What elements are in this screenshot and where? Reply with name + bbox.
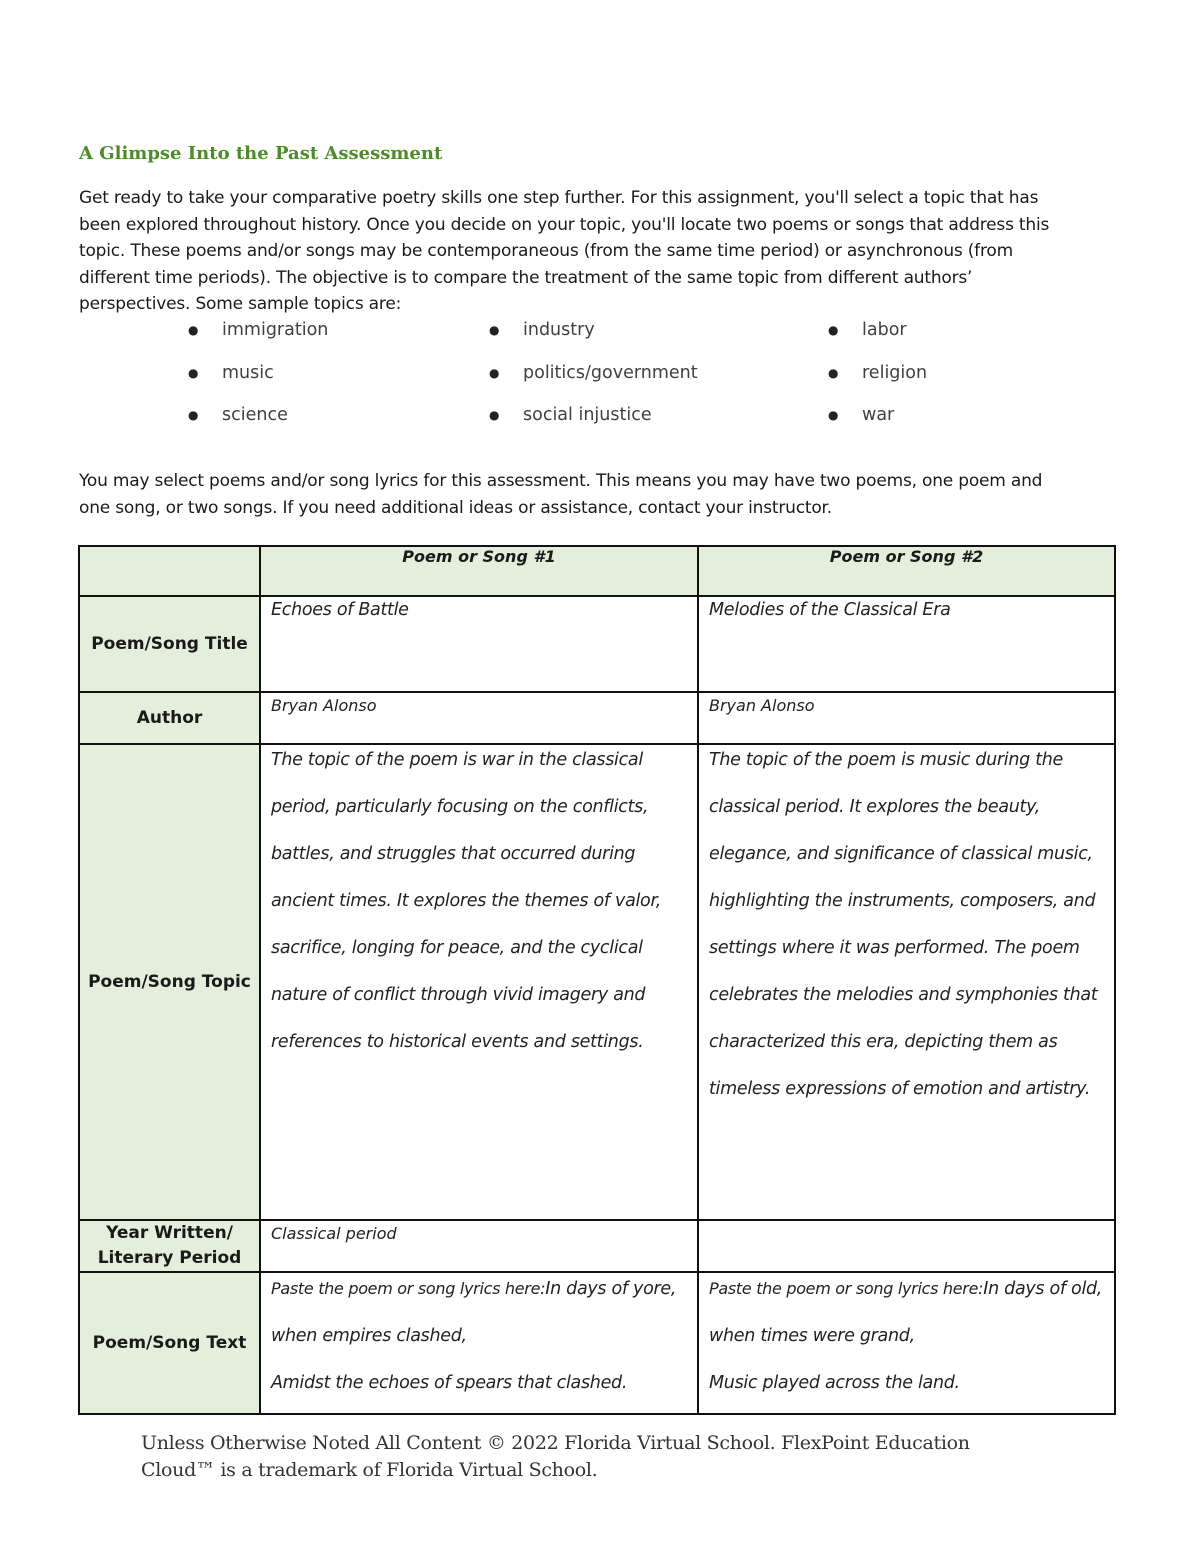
row-label-text: Poem/Song Text <box>79 1272 260 1414</box>
paste-prompt: Paste the poem or song lyrics here: <box>271 1279 546 1298</box>
bullet-icon: ● <box>489 408 500 422</box>
paste-prompt: Paste the poem or song lyrics here: <box>709 1279 984 1298</box>
lyric-line: In days of yore, when empires clashed, <box>271 1279 677 1346</box>
col2-header: Poem or Song #2 <box>698 546 1115 596</box>
topic-cell-2[interactable]: The topic of the poem is music during the classical period. It explores the beauty, elegance, and significance of classical music, highlighting the instruments, composers, and settings where it was performed. The poem celebrates the melodies and symphonies that characterized this era, depicting them as timeless expressions of emotion and artistry. <box>698 744 1115 1220</box>
list-item: ● war <box>828 400 1088 443</box>
lyric-line: Amidst the echoes of spears that clashed. <box>271 1373 628 1393</box>
table-header-row <box>79 546 1115 596</box>
topic-cell-1[interactable]: The topic of the poem is war in the classical period, particularly focusing on the conflicts, battles, and struggles that occurred during ancient times. It explores the themes of valor, sacrifice, longing for peace, and the cyclical nature of conflict through vivid imagery and references to historical events and settings. <box>260 744 698 1220</box>
empty-header-cell <box>79 546 260 596</box>
title-cell-2[interactable]: Melodies of the Classical Era <box>698 596 1115 692</box>
table-row <box>79 744 1115 1220</box>
list-item: ● social injustice <box>489 400 828 443</box>
list-item: ● politics/government <box>489 358 828 401</box>
table-row <box>79 596 1115 692</box>
list-item: ● science <box>188 400 489 443</box>
list-item: ● immigration <box>188 315 489 358</box>
text-cell-2[interactable] <box>698 1272 1115 1414</box>
row-label-topic: Poem/Song Topic <box>79 744 260 1220</box>
row-label-title: Poem/Song Title <box>79 596 260 692</box>
bullet-icon: ● <box>828 408 839 422</box>
title-cell-1[interactable]: Echoes of Battle <box>260 596 698 692</box>
row-label-year: Year Written/ Literary Period <box>79 1220 260 1272</box>
page-title: A Glimpse Into the Past Assessment <box>79 143 443 164</box>
author-cell-1[interactable]: Bryan Alonso <box>260 692 698 744</box>
list-item: ● labor <box>828 315 1088 358</box>
text-cell-1[interactable] <box>260 1272 698 1414</box>
copyright-footer: Unless Otherwise Noted All Content © 2022 Florida Virtual School. FlexPoint Education Cloud™ is a trademark of Florida Virtual School. <box>141 1432 970 1481</box>
list-item: ● religion <box>828 358 1088 401</box>
year-cell-1[interactable]: Classical period <box>260 1220 698 1272</box>
list-item: ● music <box>188 358 489 401</box>
bullet-icon: ● <box>828 323 839 337</box>
comparison-table <box>78 545 1116 1415</box>
lyric-line: In days of old, when times were grand, <box>709 1279 1103 1346</box>
topic-list <box>188 315 1088 443</box>
bullet-icon: ● <box>489 365 500 380</box>
selection-note: You may select poems and/or song lyrics for this assessment. This means you may have two poems, one poem and one song, or two songs. If you need additional ideas or assistance, contact your instructor. <box>79 471 1043 518</box>
col1-header: Poem or Song #1 <box>260 546 698 596</box>
author-cell-2[interactable]: Bryan Alonso <box>698 692 1115 744</box>
table-row <box>79 1272 1115 1414</box>
row-label-author: Author <box>79 692 260 744</box>
bullet-icon: ● <box>828 365 839 380</box>
bullet-icon: ● <box>188 323 199 337</box>
list-item: ● industry <box>489 315 828 358</box>
bullet-icon: ● <box>188 408 199 422</box>
intro-paragraph: Get ready to take your comparative poetry skills one step further. For this assignment, you'll select a topic that has been explored throughout history. Once you decide on your topic, you'll locate two poems or songs that address this topic. These poems and/or songs may be contemporaneous (from the same time period) or asynchronous (from different time periods). The objective is to compare the treatment of the same topic from different authors’ perspectives. Some sample topics are: <box>79 188 1050 314</box>
lyric-line: Music played across the land. <box>709 1373 960 1393</box>
bullet-icon: ● <box>489 323 500 337</box>
bullet-icon: ● <box>188 365 199 380</box>
